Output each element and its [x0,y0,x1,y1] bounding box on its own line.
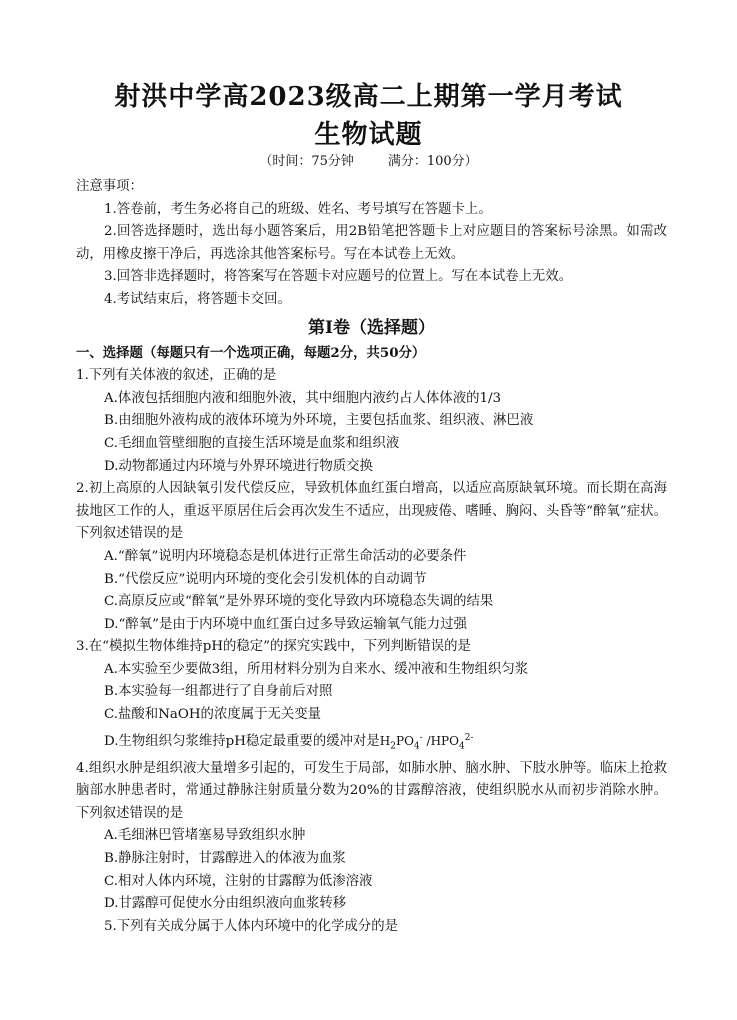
question-option: B.本实验每一组都进行了自身前后对照 [104,684,333,700]
note-item: 3.回答非选择题时，将答案写在答题卡对应题号的位置上。写在本试卷上无效。 [104,269,573,285]
part-heading-rule: （每题只有一个选项正确，每题2分，共50分） [142,344,426,361]
question-option: A.毛细淋巴管堵塞易导致组织水肿 [104,828,306,844]
question-stem: 1.下列有关体液的叙述，正确的是 [76,368,277,384]
question-option: C.高原反应或“醉氧”是外界环境的变化导致内环境稳态失调的结果 [104,594,494,610]
question-option: A.“醉氧”说明内环境稳态是机体进行正常生命活动的必要条件 [104,548,467,564]
buffer-formula: $H_2PO_4^-$ $/HPO_4^{2-}$ [379,732,474,752]
question-option: A.体液包括细胞内液和细胞外液，其中细胞内液约占人体体液的1/3 [104,390,502,406]
note-item: 1.答卷前，考生务必将自己的班级、姓名、考号填写在答题卡上。 [104,201,492,217]
question-stem: 2.初上高原的人因缺氧引发代偿反应，导致机体血红蛋白增高，以适应高原缺氧环境。而长期在高海拔地区工作的人，重返平原居住后会再次发生不适应，出现疲倦、嗜睡、胸闷、头昏等“醉氧”症状。下列叙述错误的是 [76,481,667,542]
section-title: 第I卷（选择题） [308,317,435,338]
exam-content [76,176,667,938]
exam-time: （时间：75分钟 [259,154,354,169]
question-option: D.动物都通过内环境与外界环境进行物质交换 [104,458,373,474]
question-stem: 5.下列有关成分属于人体内环境中的化学成分的是 [104,918,398,934]
note-item: 2.回答选择题时，选出每小题答案后，用2B铅笔把答题卡上对应题目的答案标号涂黑。如需改动，用橡皮擦干净后，再选涂其他答案标号。写在本试卷上无效。 [76,224,667,262]
part-heading-lead: 一、选择题 [76,344,143,361]
question-option: C.毛细血管壁细胞的直接生活环境是血浆和组织液 [104,435,400,451]
exam-title: 射洪中学高2023级高二上期第一学月考试 [114,82,623,112]
question-option: B.静脉注射时，甘露醇进入的体液为血浆 [104,851,346,867]
question-option: C.相对人体内环境，注射的甘露醇为低渗溶液 [104,873,373,889]
subject-title: 生物试题 [314,120,423,150]
question-option: C.盐酸和NaOH的浓度属于无关变量 [104,707,322,723]
question-option-d: D.生物组织匀浆维持pH稳定最重要的缓冲对是$H_2PO_4^-$ $/HPO_4^{2-}$ [104,732,474,752]
exam-meta [0,150,737,169]
question-stem: 4.组织水肿是组织液大量增多引起的，可发生于局部，如肺水肿、脑水肿、下肢水肿等。临床上抢救脑部水肿患者时，常通过静脉注射质量分数为20%的甘露醇溶液，使组织脱水从而初步消除水肿。下列叙述错误的是 [76,760,667,821]
question-stem: 3.在“模拟生物体维持pH的稳定”的探究实践中，下列判断错误的是 [76,639,471,655]
note-item: 4.考试结束后，将答题卡交回。 [104,291,291,307]
part-heading [76,342,667,366]
exam-score: 满分：100分） [387,154,478,169]
question-option: D.“醉氧”是由于内环境中血红蛋白过多导致运输氧气能力过强 [104,616,467,632]
question-option: B.由细胞外液构成的液体环境为外环境，主要包括血浆、组织液、淋巴液 [104,413,534,429]
question-option: A.本实验至少要做3组，所用材料分别为自来水、缓冲液和生物组织匀浆 [104,661,529,677]
notes-heading: 注意事项： [76,179,143,194]
question-option: D.甘露醇可促使水分由组织液向血浆转移 [104,896,347,912]
question-option: B.“代偿反应”说明内环境的变化会引发机体的自动调节 [104,571,427,587]
